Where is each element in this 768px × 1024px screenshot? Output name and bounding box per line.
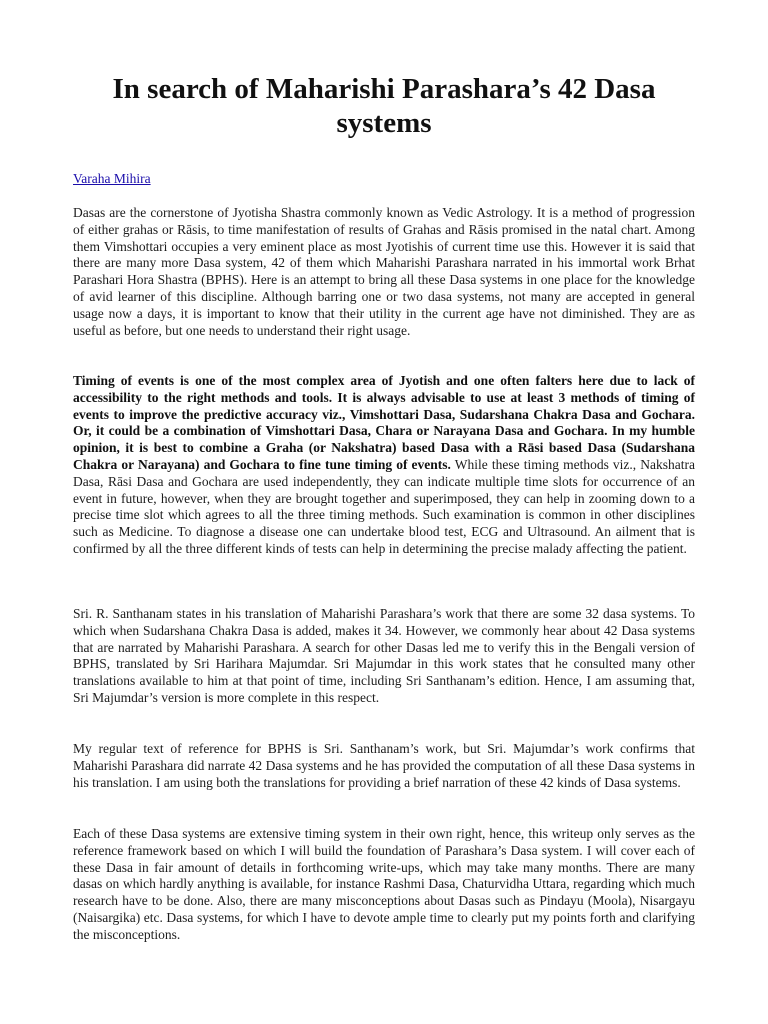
document-title: In search of Maharishi Parashara’s 42 Dasa systems	[112, 73, 656, 139]
author-link[interactable]: Varaha Mihira	[73, 171, 151, 186]
paragraph-framework	[73, 826, 695, 944]
paragraph-intro	[73, 205, 695, 339]
paragraph-text: Each of these Dasa systems are extensive timing system in their own right, hence, this writeup only serves as the reference framework based on which I will build the foundation of Parashara’s Dasa system. I will cover each of these Dasa in fair amount of details in forthcoming write-ups, which may take many months. There are many dasas on which hardly anything is available, for instance Rashmi Dasa, Chaturvidha Uttara, regarding which much research have to be done. Also, there are many misconceptions about Dasas such as Pindayu (Moola), Nisargayu (Naisargika) etc. Dasa systems, for which I have to devote ample time to clearly put my points forth and clarifying the misconceptions.	[73, 826, 695, 942]
paragraph-timing-of-events	[73, 373, 695, 558]
paragraph-bold-text: Timing of events is one of the most complex area of Jyotish and one often falters here due to lack of accessibility to the right methods and tools. It is always advisable to use at least 3 methods of timing of events to improve the predictive accuracy viz., Vimshottari Dasa, Sudarshana Chakra Dasa and Gochara. Or, it could be a combination of Vimshottari Dasa, Chara or Narayana Dasa and Gochara. In my humble opinion, it is best to combine a Graha (or Nakshatra) based Dasa with a Rāsi based Dasa (Sudarshana Chakra or Narayana) and Gochara to fine tune timing of events.	[73, 373, 695, 472]
paragraph-santhanam	[73, 606, 695, 707]
paragraph-reference-text	[73, 741, 695, 791]
paragraph-text: Dasas are the cornerstone of Jyotisha Shastra commonly known as Vedic Astrology. It is a method of progression of either grahas or Rāsis, to time manifestation of results of Grahas and Rāsis promised in the natal chart. Among them Vimshottari occupies a very eminent place as most Jyotishis of current time use this. However it is said that there are many more Dasa system, 42 of them which Maharishi Parashara narrated in his immortal work Brhat Parashari Hora Shastra (BPHS). Here is an attempt to bring all these Dasa systems in one place for the knowledge of avid learner of this discipline. Although barring one or two dasa systems, not many are accepted in general usage now a days, it is important to know that their utility in the current age have not diminished. They are as useful as before, but one needs to understand their right usage.	[73, 205, 695, 338]
paragraph-text: While these timing methods viz., Nakshatra Dasa, Rāsi Dasa and Gochara are used independently, they can indicate multiple time slots for occurrence of an event in future, however, when they are brought together and superimposed, they can help in zooming down to a precise time slot which agrees to all the three timing methods. Such examination is common in other disciplines such as Medicine. To diagnose a disease one can undertake blood test, ECG and Ultrasound. An ailment that is confirmed by all the three different kinds of tests can help in determining the precise malady affecting the patient.	[73, 456, 695, 556]
paragraph-text: My regular text of reference for BPHS is Sri. Santhanam’s work, but Sri. Majumdar’s work confirms that Maharishi Parashara did narrate 42 Dasa systems and he has provided the computation of all these Dasa systems in his translation. I am using both the translations for providing a brief narration of these 42 kinds of Dasa systems.	[73, 741, 695, 790]
paragraph-text: Sri. R. Santhanam states in his translation of Maharishi Parashara’s work that there are some 32 dasa systems. To which when Sudarshana Chakra Dasa is added, makes it 34. However, we commonly hear about 42 Dasa systems that are narrated by Maharishi Parashara. A search for other Dasas led me to verify this in the Bengali version of BPHS, translated by Sri Harihara Majumdar. Sri Majumdar in this work states that he consulted many other translations available to him at that point of time, including Sri Santhanam’s edition. Hence, I am assuming that, Sri Majumdar’s version is more complete in this respect.	[73, 606, 695, 705]
